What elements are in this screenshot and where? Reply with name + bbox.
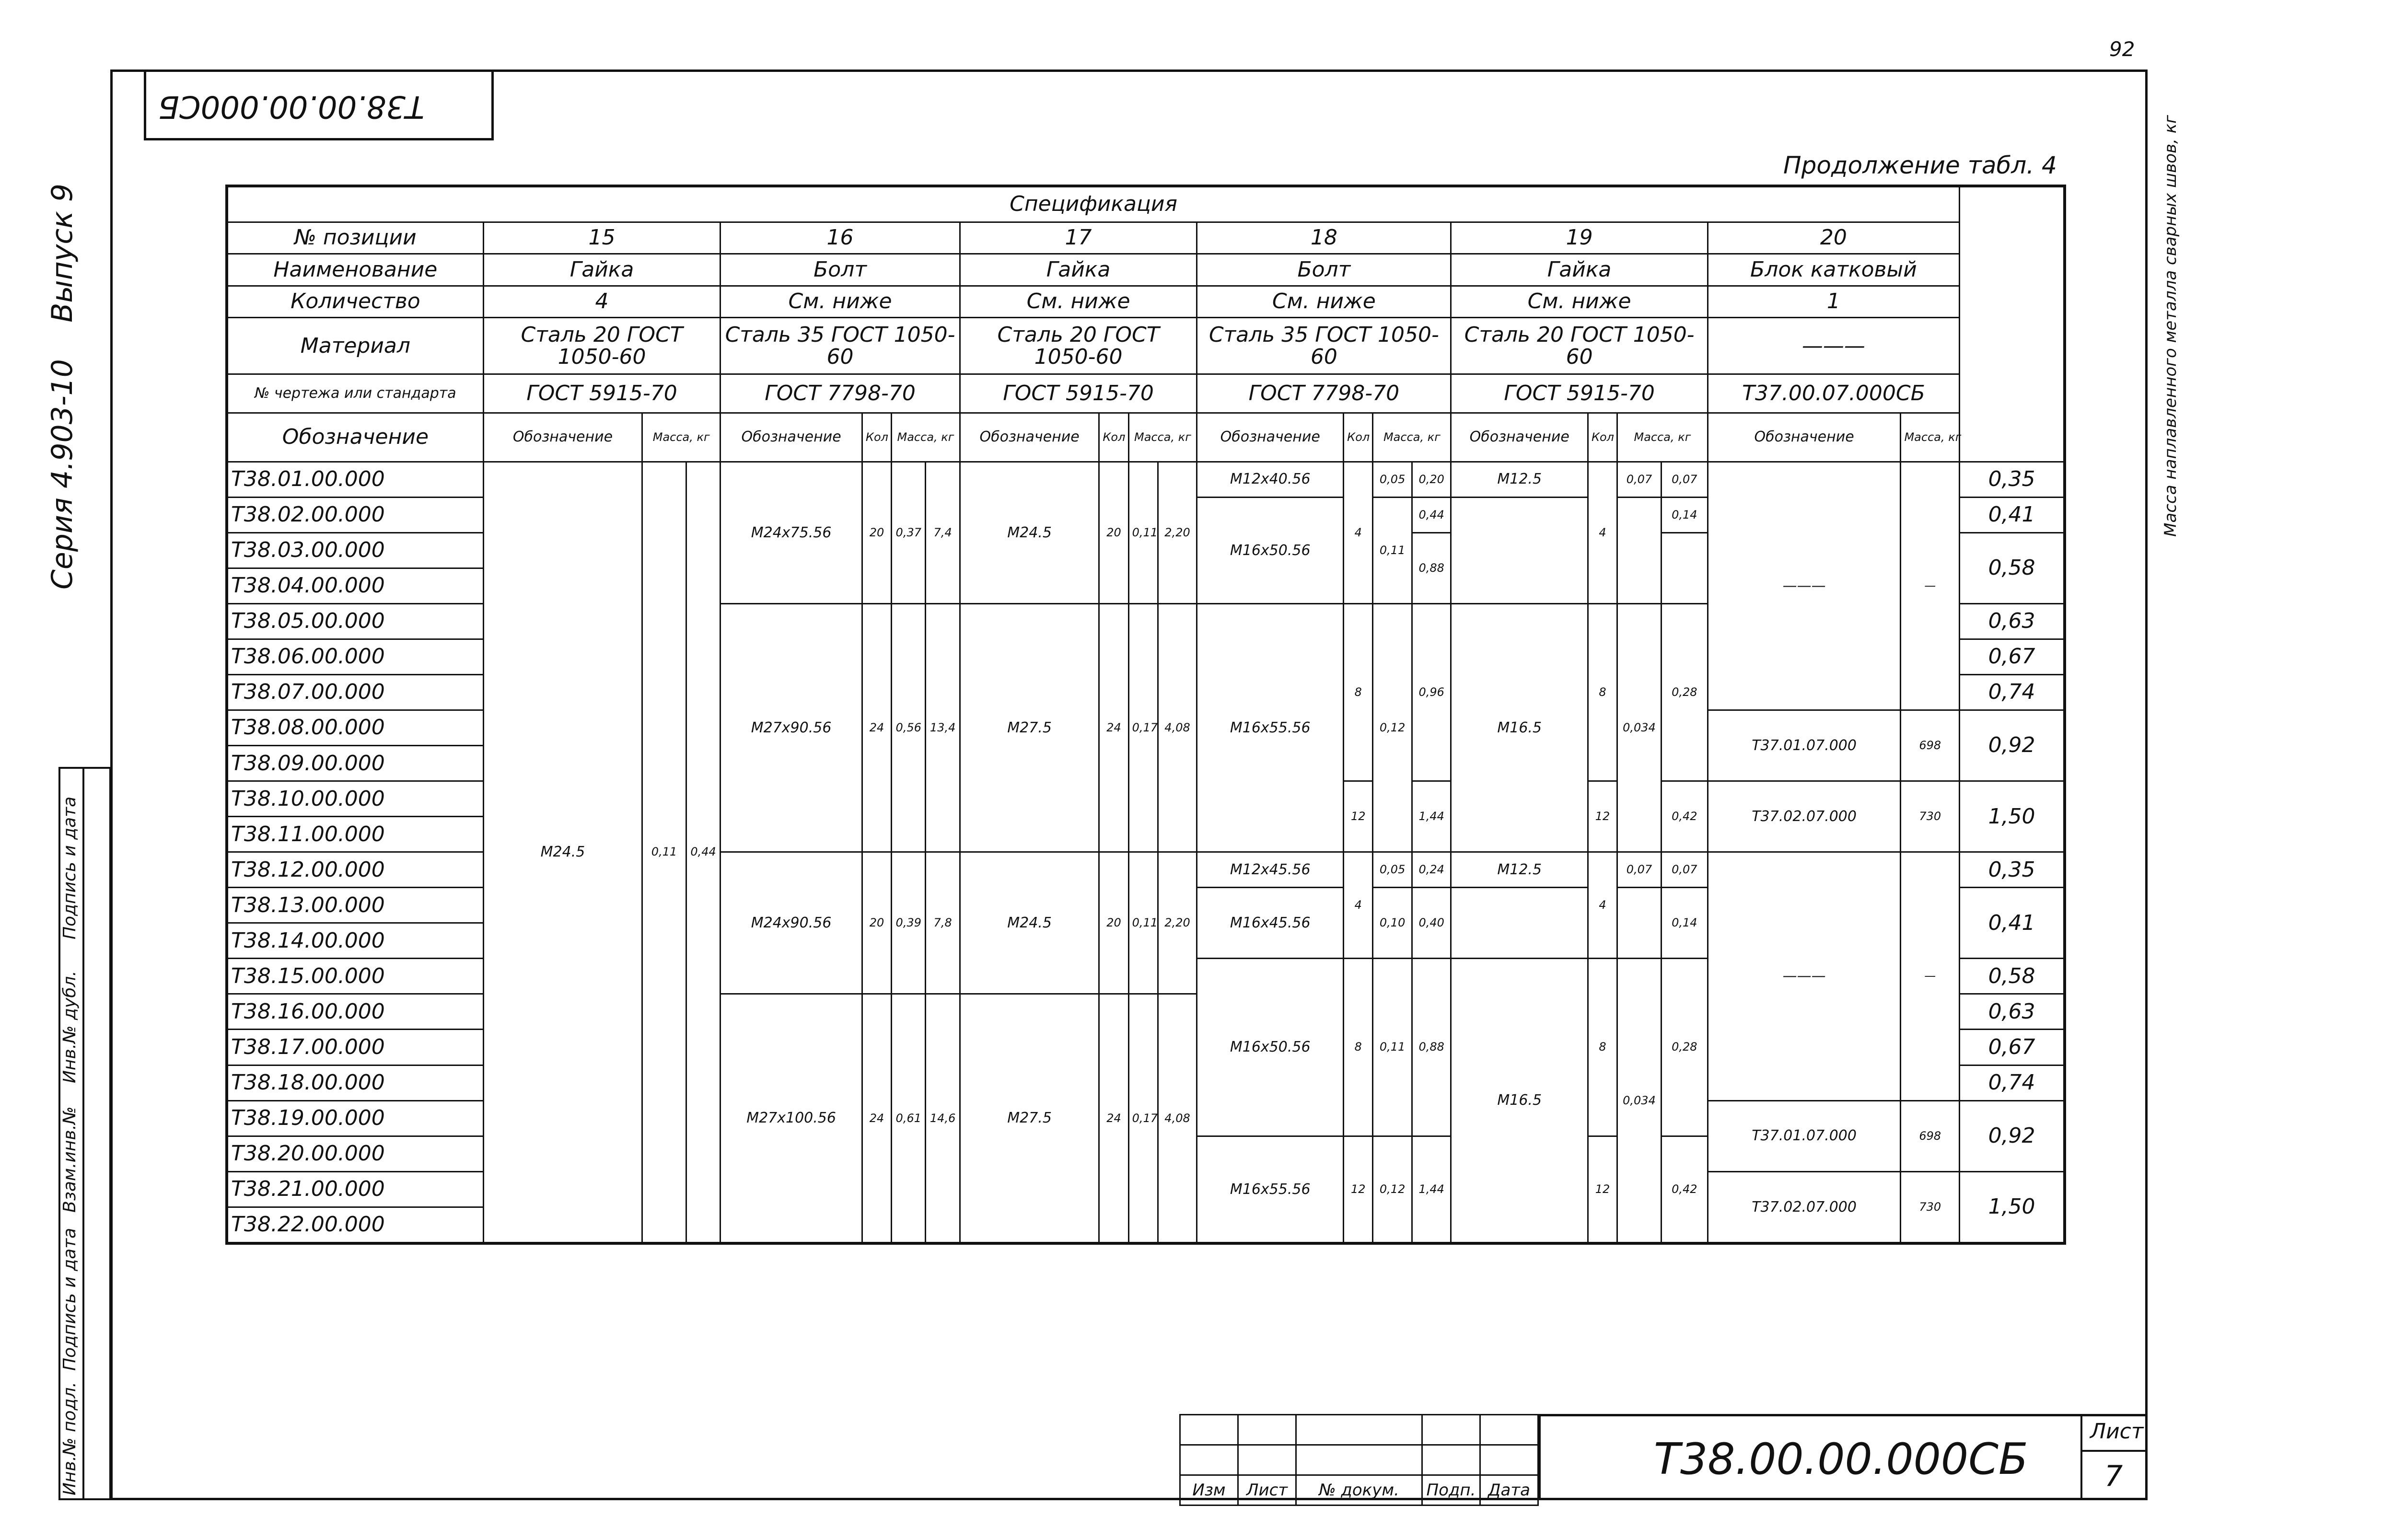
sheet-label: Лист (2090, 1419, 2144, 1444)
c19-designation: М16.5 (1451, 959, 1588, 1243)
hdr-mass-20: Масса, кг (1901, 413, 1960, 462)
c19-qty: 4 (1588, 852, 1617, 959)
tb-label-sheet: Лист (1238, 1475, 1296, 1505)
weld-mass: 0,67 (1960, 1030, 2065, 1065)
qty-20: 1 (1708, 286, 1959, 318)
weld-mass: 0,58 (1960, 533, 2065, 603)
c20-mass: 730 (1901, 1171, 1960, 1243)
weld-mass: 0,63 (1960, 994, 2065, 1030)
designation: Т38.21.00.000 (227, 1171, 483, 1207)
weld-mass: 0,92 (1960, 710, 2065, 781)
standard-15: ГОСТ 5915-70 (483, 374, 720, 413)
c19-qty: 12 (1588, 1136, 1617, 1243)
weld-mass: 0,41 (1960, 888, 2065, 959)
c18-qty: 4 (1344, 462, 1373, 603)
c18-total: 0,24 (1412, 852, 1451, 888)
name-17: Гайка (960, 254, 1197, 286)
hdr-mass-16: Масса, кг (892, 413, 960, 462)
c18-total: 0,96 (1412, 603, 1451, 781)
c18-designation: М12х45.56 (1197, 852, 1344, 888)
c16-designation: М24х75.56 (720, 462, 862, 603)
pos-17: 17 (960, 222, 1197, 254)
c19-blank (1451, 497, 1588, 603)
page-number: 92 (2109, 37, 2135, 61)
hdr-mass-17: Масса, кг (1128, 413, 1197, 462)
title-block-revisions (1179, 1414, 1539, 1506)
designation: Т38.12.00.000 (227, 852, 483, 888)
c19-designation: М12.5 (1451, 462, 1588, 497)
hdr-qty-16: Кол (862, 413, 891, 462)
material-17: Сталь 20 ГОСТ 1050-60 (960, 318, 1197, 374)
c18-qty: 12 (1344, 1136, 1373, 1243)
side-stamp-labels: Инв.№ подл.Подпись и датаВзам.инв.№Инв.№ дубл.Подпись и дата (60, 796, 80, 1495)
weld-mass-header: Масса наплавленного металла сварных швов, кг (1960, 186, 2065, 462)
c18-designation: М16х50.56 (1197, 497, 1344, 603)
c18-total: 0,88 (1412, 959, 1451, 1136)
pos-19: 19 (1451, 222, 1708, 254)
c17-total: 4,08 (1158, 994, 1197, 1243)
c16-qty: 20 (862, 462, 891, 603)
designation: Т38.09.00.000 (227, 746, 483, 781)
c17-designation: М27.5 (960, 603, 1099, 852)
designation: Т38.20.00.000 (227, 1136, 483, 1171)
c16-qty: 24 (862, 603, 891, 852)
c20-dash-mass: — (1901, 462, 1960, 710)
c18-total: 0,20 (1412, 462, 1451, 497)
designation: Т38.08.00.000 (227, 710, 483, 746)
designation: Т38.01.00.000 (227, 462, 483, 497)
label-designation: Обозначение (227, 413, 483, 462)
c18-unit: 0,10 (1373, 888, 1412, 959)
c20-designation: Т37.02.07.000 (1708, 1171, 1901, 1243)
weld-mass: 0,35 (1960, 852, 2065, 888)
weld-mass: 0,74 (1960, 1065, 2065, 1100)
c19-unit: 0,07 (1617, 462, 1662, 497)
c18-designation: М16х55.56 (1197, 1136, 1344, 1243)
c18-total: 0,88 (1412, 533, 1451, 603)
designation: Т38.03.00.000 (227, 533, 483, 568)
c19-total: 0,42 (1661, 1136, 1708, 1243)
c16-total: 14,6 (926, 994, 960, 1243)
standard-17: ГОСТ 5915-70 (960, 374, 1197, 413)
c19-designation: М12.5 (1451, 852, 1588, 888)
c17-designation: М24.5 (960, 462, 1099, 603)
c18-unit: 0,05 (1373, 462, 1412, 497)
c16-qty: 20 (862, 852, 891, 994)
c20-mass: 730 (1901, 781, 1960, 852)
pos-20: 20 (1708, 222, 1959, 254)
label-standard: № чертежа или стандарта (227, 374, 483, 413)
hdr-des-19: Обозначение (1451, 413, 1588, 462)
label-material: Материал (227, 318, 483, 374)
qty-19: См. ниже (1451, 286, 1708, 318)
c16-total: 7,8 (926, 852, 960, 994)
c16-designation: М24х90.56 (720, 852, 862, 994)
qty-16: См. ниже (720, 286, 960, 318)
c17-total: 2,20 (1158, 852, 1197, 994)
c18-qty: 12 (1344, 781, 1373, 852)
c18-qty: 8 (1344, 959, 1373, 1136)
hdr-des-15: Обозначение (483, 413, 642, 462)
c17-qty: 20 (1099, 852, 1128, 994)
sheet-divider (2080, 1450, 2148, 1452)
pos-15: 15 (483, 222, 720, 254)
pos-16: 16 (720, 222, 960, 254)
side-stamp-divider (82, 767, 84, 1500)
c19-unit-blank (1617, 888, 1662, 959)
material-16: Сталь 35 ГОСТ 1050-60 (720, 318, 960, 374)
c18-unit: 0,05 (1373, 852, 1412, 888)
c17-qty: 24 (1099, 603, 1128, 852)
c19-total: 0,42 (1661, 781, 1708, 852)
c18-total: 0,40 (1412, 888, 1451, 959)
c19-blank (1451, 888, 1588, 959)
c18-total: 1,44 (1412, 781, 1451, 852)
designation: Т38.16.00.000 (227, 994, 483, 1030)
c18-total: 1,44 (1412, 1136, 1451, 1243)
c18-unit: 0,12 (1373, 1136, 1412, 1243)
name-16: Болт (720, 254, 960, 286)
weld-mass: 0,63 (1960, 603, 2065, 639)
designation: Т38.02.00.000 (227, 497, 483, 533)
c17-designation: М27.5 (960, 994, 1099, 1243)
c20-dash: ——— (1708, 852, 1901, 1100)
c20-designation: Т37.02.07.000 (1708, 781, 1901, 852)
hdr-des-17: Обозначение (960, 413, 1099, 462)
standard-16: ГОСТ 7798-70 (720, 374, 960, 413)
weld-mass: 0,41 (1960, 497, 2065, 533)
c16-designation: М27х90.56 (720, 603, 862, 852)
c15-unit-mass: 0,11 (642, 462, 686, 1243)
name-18: Болт (1197, 254, 1451, 286)
material-20: ——— (1708, 318, 1959, 374)
designation: Т38.22.00.000 (227, 1207, 483, 1243)
c19-total: 0,07 (1661, 462, 1708, 497)
designation: Т38.10.00.000 (227, 781, 483, 817)
c18-unit: 0,11 (1373, 497, 1412, 603)
designation: Т38.17.00.000 (227, 1030, 483, 1065)
c19-qty: 12 (1588, 781, 1617, 852)
rotated-stamp-code: Т38.00.00.000СБ (158, 89, 425, 124)
series-label: Серия 4.903-10 Выпуск 9 (46, 184, 79, 590)
continuation-note: Продолжение табл. 4 (1783, 151, 2057, 179)
c18-designation: М16х55.56 (1197, 603, 1344, 852)
c17-unit: 0,11 (1128, 462, 1158, 603)
designation: Т38.14.00.000 (227, 923, 483, 959)
c17-qty: 20 (1099, 462, 1128, 603)
c17-unit: 0,17 (1128, 603, 1158, 852)
name-19: Гайка (1451, 254, 1708, 286)
name-15: Гайка (483, 254, 720, 286)
c19-total: 0,14 (1661, 888, 1708, 959)
weld-mass: 0,58 (1960, 959, 2065, 994)
c17-total: 4,08 (1158, 603, 1197, 852)
c19-total: 0,14 (1661, 497, 1708, 533)
name-20: Блок катковый (1708, 254, 1959, 286)
c19-unit-blank (1617, 497, 1662, 603)
qty-17: См. ниже (960, 286, 1197, 318)
designation: Т38.07.00.000 (227, 674, 483, 710)
designation: Т38.15.00.000 (227, 959, 483, 994)
c20-designation: Т37.01.07.000 (1708, 710, 1901, 781)
label-quantity: Количество (227, 286, 483, 318)
c18-unit: 0,11 (1373, 959, 1412, 1136)
c19-total: 0,07 (1661, 852, 1708, 888)
c18-designation: М16х45.56 (1197, 888, 1344, 959)
c16-total: 7,4 (926, 462, 960, 603)
label-name: Наименование (227, 254, 483, 286)
c18-unit: 0,12 (1373, 603, 1412, 852)
qty-18: См. ниже (1197, 286, 1451, 318)
c20-designation: Т37.01.07.000 (1708, 1100, 1901, 1171)
c19-unit: 0,034 (1617, 603, 1662, 852)
c20-dash: ——— (1708, 462, 1901, 710)
c19-unit: 0,034 (1617, 959, 1662, 1243)
c19-designation: М16.5 (1451, 603, 1588, 852)
c18-designation: М12х40.56 (1197, 462, 1344, 497)
qty-15: 4 (483, 286, 720, 318)
designation: Т38.06.00.000 (227, 639, 483, 674)
c18-designation: М16х50.56 (1197, 959, 1344, 1136)
designation: Т38.13.00.000 (227, 888, 483, 923)
hdr-qty-18: Кол (1344, 413, 1373, 462)
c15-designation: М24.5 (483, 462, 642, 1243)
c17-designation: М24.5 (960, 852, 1099, 994)
material-15: Сталь 20 ГОСТ 1050-60 (483, 318, 720, 374)
hdr-des-20: Обозначение (1708, 413, 1901, 462)
c16-unit: 0,39 (892, 852, 926, 994)
tb-label-signature: Подп. (1422, 1475, 1480, 1505)
tb-label-date: Дата (1480, 1475, 1538, 1505)
c19-qty: 4 (1588, 462, 1617, 603)
c20-dash-mass: — (1901, 852, 1960, 1100)
c16-total: 13,4 (926, 603, 960, 852)
tb-label-change: Изм (1180, 1475, 1238, 1505)
hdr-qty-19: Кол (1588, 413, 1617, 462)
weld-mass: 0,35 (1960, 462, 2065, 497)
c17-unit: 0,17 (1128, 994, 1158, 1243)
hdr-mass-18: Масса, кг (1373, 413, 1451, 462)
material-19: Сталь 20 ГОСТ 1050-60 (1451, 318, 1708, 374)
hdr-des-16: Обозначение (720, 413, 862, 462)
c16-unit: 0,56 (892, 603, 926, 852)
spec-title: Спецификация (227, 186, 1960, 222)
weld-mass: 0,74 (1960, 674, 2065, 710)
title-block-code: Т38.00.00.000СБ (1654, 1434, 2028, 1484)
standard-18: ГОСТ 7798-70 (1197, 374, 1451, 413)
standard-19: ГОСТ 5915-70 (1451, 374, 1708, 413)
c18-total: 0,44 (1412, 497, 1451, 533)
standard-20: Т37.00.07.000СБ (1708, 374, 1959, 413)
designation: Т38.04.00.000 (227, 568, 483, 603)
c19-total: 0,28 (1661, 603, 1708, 781)
tb-label-docnum: № докум. (1296, 1475, 1422, 1505)
material-18: Сталь 35 ГОСТ 1050-60 (1197, 318, 1451, 374)
c19-total-blank (1661, 533, 1708, 603)
sheet-number: 7 (2104, 1459, 2123, 1493)
c19-unit: 0,07 (1617, 852, 1662, 888)
pos-18: 18 (1197, 222, 1451, 254)
c19-qty: 8 (1588, 959, 1617, 1136)
c18-qty: 4 (1344, 852, 1373, 959)
designation: Т38.18.00.000 (227, 1065, 483, 1100)
weld-mass: 0,67 (1960, 639, 2065, 674)
hdr-des-18: Обозначение (1197, 413, 1344, 462)
designation: Т38.19.00.000 (227, 1100, 483, 1136)
c20-mass: 698 (1901, 1100, 1960, 1171)
c16-qty: 24 (862, 994, 891, 1243)
c16-unit: 0,61 (892, 994, 926, 1243)
weld-mass: 0,92 (1960, 1100, 2065, 1171)
c20-mass: 698 (1901, 710, 1960, 781)
c17-qty: 24 (1099, 994, 1128, 1243)
weld-mass: 1,50 (1960, 1171, 2065, 1243)
c16-unit: 0,37 (892, 462, 926, 603)
c16-designation: М27х100.56 (720, 994, 862, 1243)
label-position: № позиции (227, 222, 483, 254)
hdr-mass-15: Масса, кг (642, 413, 720, 462)
c15-total-mass: 0,44 (686, 462, 720, 1243)
c17-unit: 0,11 (1128, 852, 1158, 994)
hdr-mass-19: Масса, кг (1617, 413, 1708, 462)
c19-total: 0,28 (1661, 959, 1708, 1136)
c17-total: 2,20 (1158, 462, 1197, 603)
weld-mass: 1,50 (1960, 781, 2065, 852)
hdr-qty-17: Кол (1099, 413, 1128, 462)
designation: Т38.05.00.000 (227, 603, 483, 639)
c19-qty: 8 (1588, 603, 1617, 781)
c18-qty: 8 (1344, 603, 1373, 781)
designation: Т38.11.00.000 (227, 817, 483, 852)
